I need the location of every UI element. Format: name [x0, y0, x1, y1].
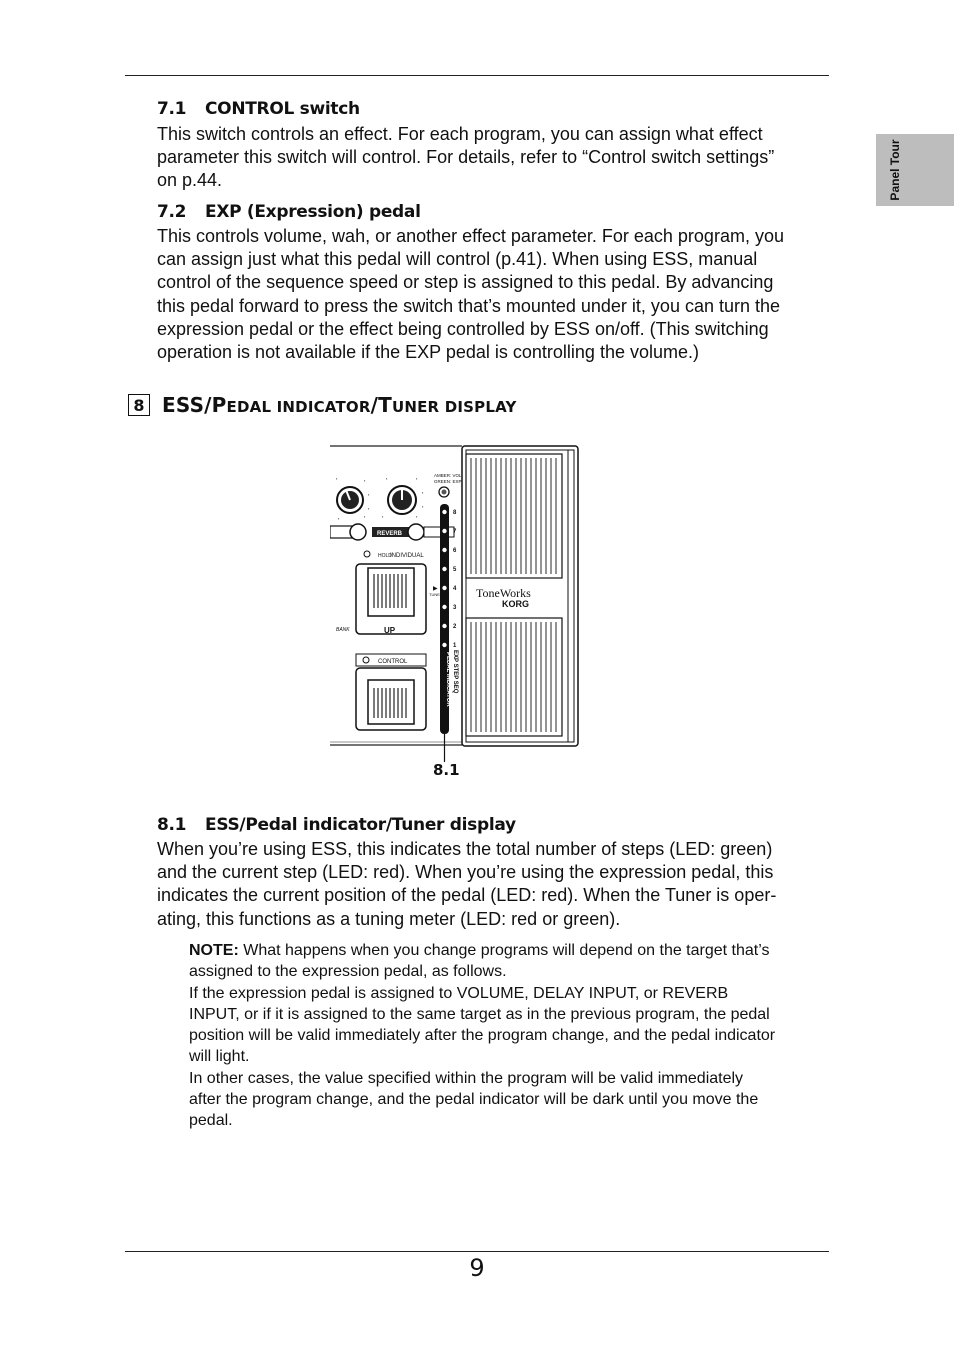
text-line: assigned to the expression pedal, as follows. [189, 963, 507, 981]
led-number: 2 [453, 624, 457, 630]
pedal-panel-illustration [330, 444, 580, 784]
svg-text:▪: ▪ [416, 514, 418, 519]
callout-8-1: 8.1 [433, 761, 460, 779]
led-number: 8 [453, 510, 457, 516]
svg-text:▪: ▪ [364, 478, 366, 483]
led-number: 4 [453, 586, 457, 592]
brand-korg: KORG [502, 599, 529, 609]
pedal-indicator-label: PEDAL INDICATOR [445, 652, 451, 707]
text-line: after the program change, and the pedal indicator will be dark until you move the [189, 1091, 759, 1109]
text-line: In other cases, the value specified within the program will be valid immediately [189, 1069, 744, 1087]
green-label: GREEN: EXP [434, 479, 462, 484]
svg-text:▪: ▪ [368, 492, 370, 497]
text-line: This switch controls an effect. For each program, you can assign what effect [157, 124, 763, 144]
heading-title: CONTROL switch [205, 99, 360, 119]
page-number: 9 [469, 1254, 485, 1282]
svg-text:▪: ▪ [386, 476, 388, 481]
hold-label: HOLD [378, 553, 392, 559]
up-label: UP [384, 626, 396, 635]
text-line: position will be valid immediately after the program change, and the pedal indicator [189, 1027, 776, 1045]
tune-label: TUNE [429, 592, 440, 597]
heading-number: 8.1 [157, 815, 187, 835]
svg-text:▪: ▪ [338, 516, 340, 521]
text-line: ating, this functions as a tuning meter (LED: red or green). [157, 908, 621, 929]
heading-7-2 [157, 202, 421, 222]
led-number: 5 [453, 567, 457, 573]
heading-number: 7.1 [157, 99, 187, 119]
control-label: CONTROL [378, 659, 408, 665]
heading-8-1 [157, 815, 516, 835]
top-rule [125, 75, 829, 76]
text-line: indicates the current position of the pedal (LED: red). When the Tuner is oper- [157, 885, 777, 906]
led-number: 7 [453, 529, 457, 535]
text-line: will light. [189, 1048, 250, 1066]
title-part: EDAL INDICATOR [226, 398, 371, 416]
bottom-rule [125, 1251, 829, 1252]
text-line: and the current step (LED: red). When you’re using the expression pedal, this [157, 862, 774, 883]
text-line: can assign just what this pedal will control (p.41). When using ESS, manual [157, 249, 758, 270]
heading-7-1 [157, 99, 360, 119]
title-part: /T [370, 393, 392, 417]
heading-title: EXP (Expression) pedal [205, 202, 421, 222]
section-heading-8 [128, 392, 517, 418]
svg-text:▪: ▪ [336, 476, 338, 481]
text-line: this pedal forward to press the switch that’s mounted under it, you can turn the [157, 295, 781, 316]
text-line: parameter this switch will control. For details, refer to “Control switch settings” [157, 147, 775, 168]
amber-label: AMBER: VOL [434, 473, 462, 478]
text-line: control of the sequence speed or step is assigned to this pedal. By advancing [157, 272, 774, 293]
paragraph-7-1 [157, 123, 837, 193]
note-label: NOTE: [189, 942, 239, 959]
title-part: UNER DISPLAY [391, 398, 517, 416]
note-block [189, 940, 839, 1132]
side-tab [876, 134, 954, 206]
brand-toneworks: ToneWorks [476, 586, 531, 600]
knob-left [337, 487, 363, 513]
text-line: expression pedal or the effect being controlled by ESS on/off. (This switching [157, 318, 769, 339]
individual-label: INDIVIDUAL [390, 553, 424, 559]
paragraph-8-1 [157, 838, 837, 931]
svg-text:▪: ▪ [422, 504, 424, 509]
heading-number: 7.2 [157, 202, 187, 222]
text-line: This controls volume, wah, or another effect parameter. For each program, you [157, 226, 784, 246]
paragraph-7-2 [157, 225, 837, 364]
text-line: operation is not available if the EXP pedal is controlling the volume.) [157, 342, 699, 363]
heading-title: ESS/Pedal indicator/Tuner display [205, 815, 516, 835]
text-line: INPUT, or if it is assigned to the same target as in the previous program, the pedal [189, 1005, 770, 1023]
side-tab-label: Panel Tour [888, 139, 902, 201]
section-title [162, 393, 517, 417]
svg-text:▪: ▪ [364, 514, 366, 519]
text-line: on p.44. [157, 170, 223, 191]
svg-text:▪: ▪ [416, 476, 418, 481]
text-line: When you’re using ESS, this indicates the total number of steps (LED: green) [157, 839, 773, 859]
svg-text:▪: ▪ [382, 514, 384, 519]
svg-text:▪: ▪ [422, 490, 424, 495]
exp-step-seq-label: EXP STEP SEQ [452, 650, 458, 694]
text-line: pedal. [189, 1112, 233, 1130]
led-number: 3 [453, 605, 457, 611]
panel-drawing [330, 444, 580, 784]
led-number: 1 [453, 643, 457, 649]
reverb-label: REVERB [377, 531, 403, 537]
section-number-box: 8 [128, 394, 150, 416]
text-line: If the expression pedal is assigned to VOLUME, DELAY INPUT, or REVERB [189, 984, 729, 1002]
led-number: 6 [453, 548, 457, 554]
text-line: What happens when you change programs will depend on the target that’s [238, 942, 770, 959]
knob-center [388, 486, 416, 514]
title-part: ESS/P [162, 393, 227, 417]
svg-text:▶: ▶ [433, 586, 438, 592]
svg-text:▪: ▪ [368, 506, 370, 511]
bank-label: BANK [336, 627, 350, 633]
note-first-line [189, 940, 839, 961]
